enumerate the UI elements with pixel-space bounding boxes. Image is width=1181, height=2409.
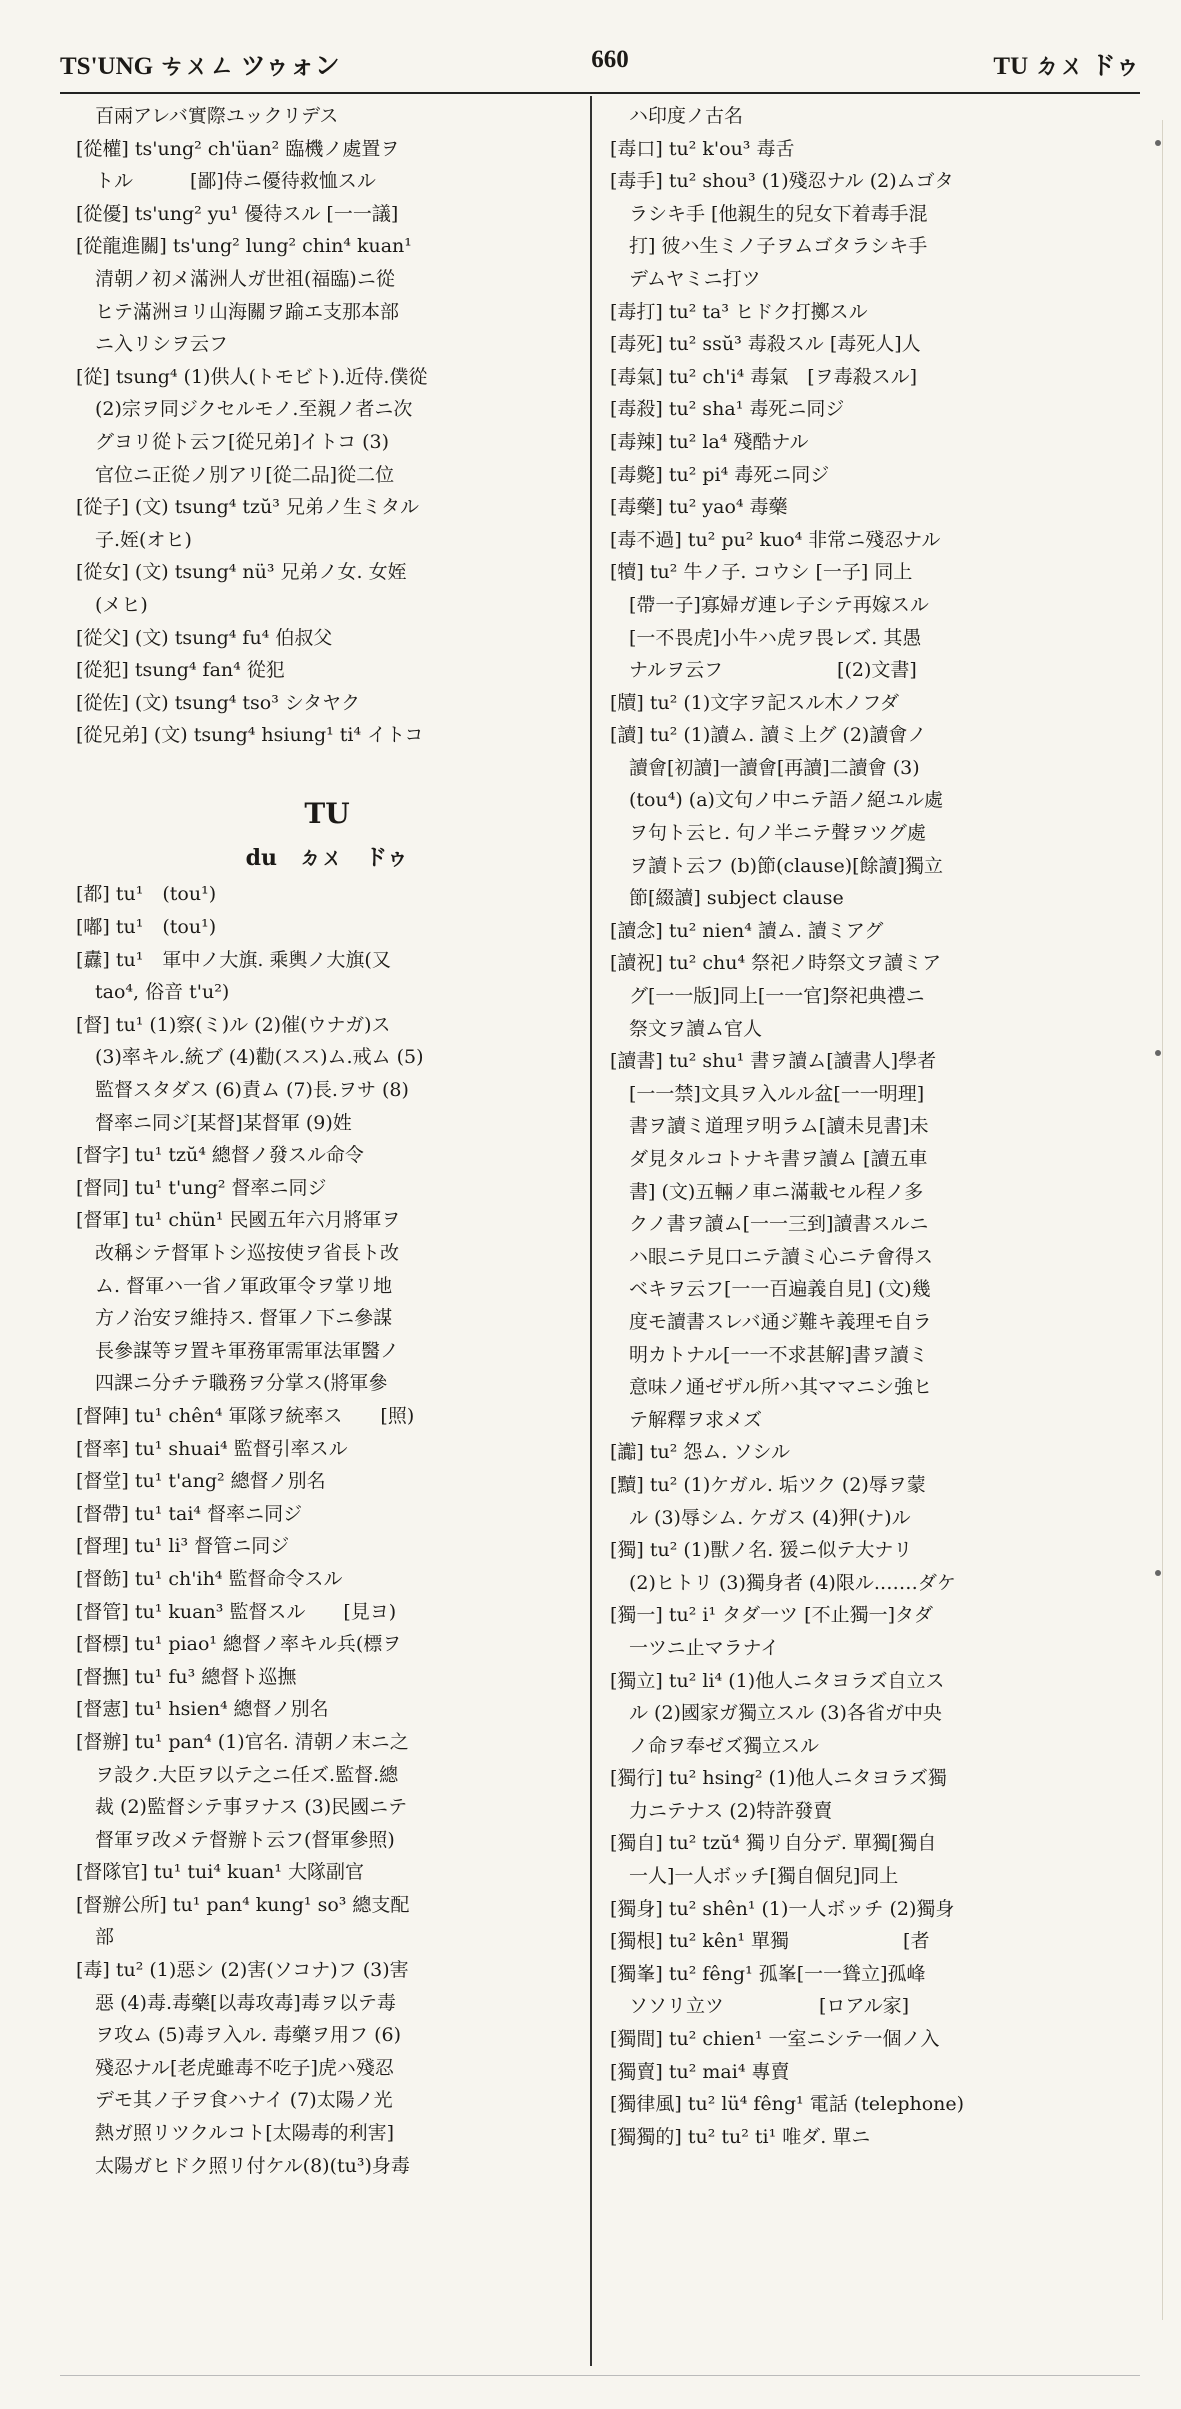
entry-headword-line: [督隊官] tu¹ tui⁴ kuan¹ 大隊副官	[76, 1861, 364, 1884]
entry-line: 四課ニ分チテ職務ヲ分掌ス(將軍參	[76, 1372, 388, 1395]
entry-line: ハ眼ニテ見口ニテ讀ミ心ニテ會得ス	[610, 1245, 934, 1268]
entry-line: (2)ヒトリ (3)獨身者 (4)限ル.……ダケ	[610, 1571, 956, 1594]
scan-edge	[1162, 120, 1163, 2320]
entry-headword-line: [督率] tu¹ shuai⁴ 監督引率スル	[76, 1437, 348, 1460]
entry-line: [帶一子]寡婦ガ連レ子シテ再嫁スル	[610, 593, 929, 616]
entry-line: ル (3)辱シム. ケガス (4)狎(ナ)ル	[610, 1506, 911, 1529]
entry-headword-line: [獨律風] tu² lü⁴ fêng¹ 電話 (telephone)	[610, 2093, 965, 2116]
entry-line: ル (2)國家ガ獨立スル (3)各省ガ中央	[610, 1702, 942, 1725]
entry-line: クノ書ヲ讀ム[一一三到]讀書スルニ	[610, 1213, 929, 1236]
entry-line: 督率ニ同ジ[某督]某督軍 (9)姓	[76, 1111, 352, 1134]
entry-line: ヲ讀ト云フ (b)節(clause)[餘讀]獨立	[610, 854, 943, 877]
entry-line: 讀會[初讀]一讀會[再讀]二讀會 (3)	[610, 756, 920, 779]
entry-headword-line: [毒不過] tu² pu² kuo⁴ 非常ニ殘忍ナル	[610, 528, 941, 551]
entry-line: ラシキ手 [他親生的兒女下着毒手混	[610, 202, 928, 225]
entry-headword-line: [督堂] tu¹ t'ang² 總督ノ別名	[76, 1470, 326, 1493]
entry-line: テ解釋ヲ求メズ	[610, 1408, 763, 1431]
entry-headword-line: [毒手] tu² shou³ (1)殘忍ナル (2)ムゴタ	[610, 170, 954, 193]
entry-line: 書] (文)五輛ノ車ニ滿載セル程ノ多	[610, 1180, 924, 1203]
entry-line: デムヤミニ打ツ	[610, 267, 761, 290]
entry-headword-line: [毒打] tu² ta³ ヒドク打擲スル	[610, 300, 868, 323]
entry-headword-line: [督標] tu¹ piao¹ 總督ノ率キル兵(標ヲ	[76, 1633, 402, 1656]
entry-line: 節[綴讀] subject clause	[610, 887, 844, 910]
entry-line: ヒテ滿洲ヨリ山海關ヲ踰エ支那本部	[76, 300, 400, 323]
entry-headword-line: [獨賣] tu² mai⁴ 專賣	[610, 2060, 790, 2083]
entry-line: (3)率キル.統ブ (4)勸(スス)ム.戒ム (5)	[76, 1046, 424, 1069]
entry-line: 長參謀等ヲ置キ軍務軍需軍法軍醫ノ	[76, 1339, 400, 1362]
entry-headword-line: [獨身] tu² shên¹ (1)一人ボッチ (2)獨身	[610, 1897, 955, 1920]
column-divider	[590, 96, 592, 2366]
entry-headword-line: [督辦] tu¹ pan⁴ (1)官名. 清朝ノ末ニ之	[76, 1730, 409, 1753]
entry-headword-line: [從子] (文) tsung⁴ tzŭ³ 兄弟ノ生ミタル	[76, 496, 419, 519]
entry-line: (tou⁴) (a)文句ノ中ニテ語ノ絕ユル處	[610, 789, 943, 812]
entry-headword-line: [督辦公所] tu¹ pan⁴ kung¹ so³ 總支配	[76, 1893, 410, 1916]
section-subheading: du ㄉㄨ ドゥ	[245, 845, 409, 872]
entry-headword-line: [從犯] tsung⁴ fan⁴ 從犯	[76, 659, 285, 682]
entry-headword-line: [督憲] tu¹ hsien⁴ 總督ノ別名	[76, 1698, 329, 1721]
entry-line: 百兩アレバ實際ユックリデス	[76, 105, 339, 127]
entry-line: 一ツニ止マラナイ	[610, 1636, 780, 1659]
entry-line: 殘忍ナル[老虎雖毒不吃子]虎ハ殘忍	[76, 2056, 394, 2079]
entry-line: ダ見タルコトナキ書ヲ讀ム [讀五車	[610, 1148, 928, 1170]
entry-line: ベキヲ云フ[一一百遍義自見] (文)幾	[610, 1278, 931, 1301]
entry-headword-line: [督理] tu¹ li³ 督管ニ同ジ	[76, 1535, 290, 1558]
entry-line: 惡 (4)毒.毒藥[以毒攻毒]毒ヲ以テ毒	[76, 1991, 396, 2014]
entry-headword-line: [從龍進關] ts'ung² lung² chin⁴ kuan¹	[76, 235, 412, 258]
entry-line: 監督スタダス (6)責ム (7)長.ヲサ (8)	[76, 1079, 409, 1102]
entry-line: 書ヲ讀ミ道理ヲ明ラム[讀未見書]未	[610, 1115, 929, 1138]
entry-headword-line: [督帶] tu¹ tai⁴ 督率ニ同ジ	[76, 1502, 303, 1525]
entry-headword-line: [督管] tu¹ kuan³ 監督スル [見ヨ)	[76, 1600, 397, 1623]
entry-headword-line: [獨峯] tu² fêng¹ 孤峯[一一聳立]孤峰	[610, 1962, 926, 1985]
entry-line: 太陽ガヒドク照リ付ケル(8)(tu³)身毒	[76, 2154, 410, 2177]
left-column	[76, 100, 578, 2182]
entry-line: グ[一一版]同上[一一官]祭祀典禮ニ	[610, 985, 925, 1008]
entry-headword-line: [從權] ts'ung² ch'üan² 臨機ノ處置ヲ	[76, 137, 400, 160]
entry-headword-line: [獨一] tu² i¹ タダ一ツ [不止獨一]タダ	[610, 1604, 933, 1627]
entry-headword-line: [督撫] tu¹ fu³ 總督ト巡撫	[76, 1665, 297, 1688]
entry-headword-line: [毒] tu² (1)惡シ (2)害(ソコナ)フ (3)害	[76, 1959, 409, 1982]
entry-headword-line: [黷] tu² (1)ケガル. 垢ツク (2)辱ヲ蒙	[610, 1473, 926, 1496]
entry-headword-line: [獨] tu² (1)獸ノ名. 猨ニ似テ大ナリ	[610, 1539, 913, 1562]
entry-headword-line: [讀書] tu² shu¹ 書ヲ讀ム[讀書人]學者	[610, 1050, 937, 1073]
bottom-rule	[60, 2375, 1140, 2376]
entry-line: 一人]一人ボッチ[獨自個兒]同上	[610, 1865, 899, 1888]
entry-headword-line: [纛] tu¹ 軍中ノ大旗. 乘輿ノ大旗(又	[76, 948, 391, 971]
entry-line: 子.姪(オヒ)	[76, 528, 192, 551]
entry-headword-line: [督飭] tu¹ ch'ih⁴ 監督命令スル	[76, 1567, 343, 1590]
entry-line: ヲ攻ム (5)毒ヲ入ル. 毒藥ヲ用フ (6)	[76, 2024, 401, 2047]
entry-line: デモ其ノ子ヲ食ハナイ (7)太陽ノ光	[76, 2089, 393, 2112]
entry-line: [一一禁]文具ヲ入ルル盆[一一明理]	[610, 1082, 925, 1105]
entry-headword-line: [獨立] tu² li⁴ (1)他人ニタヨラズ自立ス	[610, 1669, 945, 1692]
entry-line: 度モ讀書スレバ通ジ難キ義理モ自ラ	[610, 1310, 932, 1333]
entry-line: 力ニテナス (2)特許發賣	[610, 1799, 833, 1822]
entry-line: 明カトナル[一一不求甚解]書ヲ讀ミ	[610, 1343, 928, 1366]
entry-headword-line: [督軍] tu¹ chün¹ 民國五年六月將軍ヲ	[76, 1209, 401, 1232]
entry-headword-line: [毒辣] tu² la⁴ 殘酷ナル	[610, 430, 809, 453]
entry-line: ソソリ立ツ [ロアル家]	[610, 1995, 910, 2018]
section-heading: TU	[304, 797, 350, 831]
entry-headword-line: [獨自] tu² tzŭ⁴ 獨リ自分デ. 單獨[獨自	[610, 1832, 937, 1855]
entry-line: 祭文ヲ讀ム官人	[610, 1017, 763, 1040]
entry-line: (2)宗ヲ同ジクセルモノ.至親ノ者ニ次	[76, 398, 413, 421]
entry-line: 裁 (2)監督シテ事ヲナス (3)民國ニテ	[76, 1796, 408, 1819]
entry-headword-line: [讟] tu² 怨ム. ソシル	[610, 1441, 790, 1464]
entry-headword-line: [毒氣] tu² ch'i⁴ 毒氣 [ヲ毒殺スル]	[610, 365, 918, 388]
entry-headword-line: [從優] ts'ung² yu¹ 優待スル [一一議]	[76, 202, 399, 225]
header-left: TS'UNG ㄘㄨㄥ ツゥォン	[60, 53, 340, 80]
entry-headword-line: [毒斃] tu² pi⁴ 毒死ニ同ジ	[610, 463, 830, 486]
entry-headword-line: [從兄弟] (文) tsung⁴ hsiung¹ ti⁴ イトコ	[76, 724, 424, 747]
entry-headword-line: [毒藥] tu² yao⁴ 毒藥	[610, 496, 788, 519]
entry-headword-line: [獨間] tu² chien¹ 一室ニシテ一個ノ入	[610, 2028, 940, 2051]
entry-line: 打] 彼ハ生ミノ子ヲムゴタラシキ手	[610, 235, 928, 258]
header-right: TU ㄉㄨ ドゥ	[993, 53, 1140, 80]
entry-line: 改稱シテ督軍トシ巡按使ヲ省長ト改	[76, 1242, 400, 1264]
entry-headword-line: [毒死] tu² ssŭ³ 毒殺スル [毒死人]人	[610, 333, 921, 356]
entry-line: ヲ句ト云ヒ. 句ノ半ニテ聲ヲツグ處	[610, 822, 926, 845]
entry-headword-line: [獨獨的] tu² tu² ti¹ 唯ダ. 單ニ	[610, 2125, 871, 2148]
right-column	[610, 100, 1120, 2153]
entry-headword-line: [讀祝] tu² chu⁴ 祭祀ノ時祭文ヲ讀ミア	[610, 952, 942, 975]
entry-line: (メヒ)	[76, 593, 148, 616]
entry-headword-line: [獨根] tu² kên¹ 單獨 [者	[610, 1930, 930, 1953]
entry-headword-line: [從] tsung⁴ (1)供人(トモビト).近侍.僕從	[76, 365, 428, 388]
entry-line: 意味ノ通ゼザル所ハ其ママニシ強ヒ	[610, 1376, 933, 1399]
entry-headword-line: [獨行] tu² hsing² (1)他人ニタヨラズ獨	[610, 1767, 947, 1790]
ink-speck	[1155, 1570, 1161, 1576]
entry-line: ヲ設ク.大臣ヲ以テ之ニ任ズ.監督.總	[76, 1763, 399, 1786]
entry-line: 部	[76, 1926, 115, 1949]
entry-line: ム. 督軍ハ一省ノ軍政軍令ヲ掌リ地	[76, 1274, 393, 1297]
entry-headword-line: [督字] tu¹ tzŭ⁴ 總督ノ發スル命令	[76, 1144, 364, 1167]
entry-headword-line: [督同] tu¹ t'ung² 督率ニ同ジ	[76, 1176, 327, 1199]
entry-line: ナルヲ云フ [(2)文書]	[610, 659, 917, 682]
entry-headword-line: [督陣] tu¹ chên⁴ 軍隊ヲ統率ス [照)	[76, 1404, 415, 1427]
entry-line: 督軍ヲ改メテ督辦ト云フ(督軍參照)	[76, 1828, 395, 1851]
entry-line: ニ入リシヲ云フ	[76, 333, 229, 356]
entry-line: 方ノ治安ヲ維持ス. 督軍ノ下ニ參謀	[76, 1307, 393, 1330]
entry-line: ノ命ヲ奉ゼズ獨立スル	[610, 1734, 820, 1757]
entry-line: [一不畏虎]小牛ハ虎ヲ畏レズ. 其愚	[610, 626, 922, 649]
entry-headword-line: [從父] (文) tsung⁴ fu⁴ 伯叔父	[76, 626, 333, 649]
entry-headword-line: [毒口] tu² k'ou³ 毒舌	[610, 137, 795, 160]
page-number: 660	[591, 46, 629, 73]
entry-headword-line: [讀念] tu² nien⁴ 讀ム. 讀ミアグ	[610, 919, 884, 942]
header-rule	[60, 92, 1140, 94]
entry-line: トル [鄙]侍ニ優待救恤スル	[76, 170, 376, 193]
entry-headword-line: [從佐] (文) tsung⁴ tso³ シタヤク	[76, 691, 361, 714]
entry-headword-line: [都] tu¹ (tou¹)	[76, 883, 217, 906]
entry-line: ハ印度ノ古名	[610, 105, 744, 127]
entry-line	[76, 752, 578, 785]
entry-headword-line: [犢] tu² 牛ノ子. コウシ [一子] 同上	[610, 561, 913, 584]
running-header	[60, 40, 1140, 84]
entry-line: 清朝ノ初メ滿洲人ガ世祖(福臨)ニ從	[76, 267, 395, 290]
entry-line: グヨリ從ト云フ[從兄弟]イトコ (3)	[76, 430, 390, 453]
entry-headword-line: [毒殺] tu² sha¹ 毒死ニ同ジ	[610, 398, 845, 421]
entry-headword-line: [督] tu¹ (1)察(ミ)ル (2)催(ウナガ)ス	[76, 1013, 391, 1036]
entry-line: tao⁴, 俗音 t'u²)	[76, 981, 230, 1004]
entry-line: 熱ガ照リツクルコト[太陽毒的利害]	[76, 2122, 395, 2145]
entry-headword-line: [讀] tu² (1)讀ム. 讀ミ上グ (2)讀會ノ	[610, 724, 927, 747]
entry-headword-line: [嘟] tu¹ (tou¹)	[76, 916, 217, 939]
entry-line: 官位ニ正從ノ別アリ[從二品]從二位	[76, 463, 395, 486]
ink-speck	[1155, 1050, 1161, 1056]
entry-headword-line: [牘] tu² (1)文字ヲ記スル木ノフダ	[610, 691, 899, 714]
entry-headword-line: [從女] (文) tsung⁴ nü³ 兄弟ノ女. 女姪	[76, 561, 407, 584]
ink-speck	[1155, 140, 1161, 146]
